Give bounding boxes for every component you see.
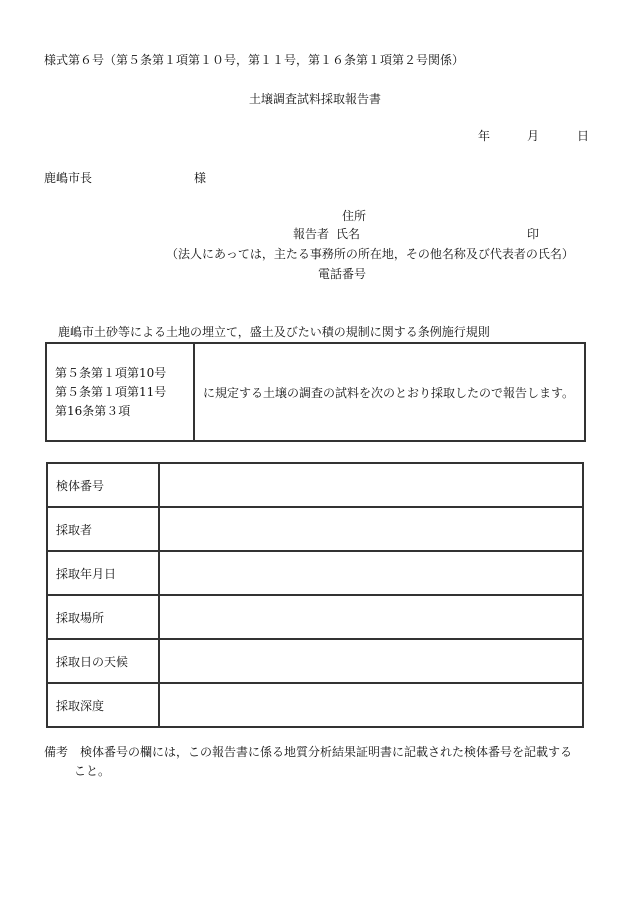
field-label: 採取年月日 xyxy=(47,551,159,595)
table-row xyxy=(47,463,583,507)
corporate-note: （法人にあっては，主たる事務所の所在地，その他名称及び代表者の氏名） xyxy=(166,247,574,261)
seal-mark: 印 xyxy=(527,227,540,241)
field-label: 採取者 xyxy=(47,507,159,551)
name-label: 氏名 xyxy=(336,227,361,241)
table-row xyxy=(47,595,583,639)
date-day-label: 日 xyxy=(577,129,590,143)
field-label: 採取日の天候 xyxy=(47,639,159,683)
field-label: 検体番号 xyxy=(47,463,159,507)
phone-label: 電話番号 xyxy=(318,267,367,281)
date-year-label: 年 xyxy=(478,129,491,143)
reporter-label: 報告者 xyxy=(293,227,330,241)
remarks-line-2: こと。 xyxy=(74,764,111,778)
clause-line: 第５条第１項第10号 xyxy=(55,365,167,380)
sample-info-table xyxy=(46,462,584,728)
reference-box xyxy=(45,342,586,442)
form-number: 様式第６号（第５条第１項第１０号，第１１号，第１６条第１項第２号関係） xyxy=(44,53,465,67)
document-title: 土壌調査試料採取報告書 xyxy=(248,92,381,106)
collection-location-field[interactable] xyxy=(159,595,583,639)
weather-field[interactable] xyxy=(159,639,583,683)
table-row xyxy=(47,683,583,727)
clause-line: 第16条第３項 xyxy=(55,403,131,418)
collection-date-field[interactable] xyxy=(159,551,583,595)
collection-depth-field[interactable] xyxy=(159,683,583,727)
remarks-line-1: 備考 検体番号の欄には，この報告書に係る地質分析結果証明書に記載された検体番号を記載する xyxy=(44,745,573,759)
clause-line: 第５条第１項第11号 xyxy=(55,384,167,399)
sample-number-field[interactable] xyxy=(159,463,583,507)
field-label: 採取場所 xyxy=(47,595,159,639)
reference-clauses xyxy=(46,343,194,441)
table-row xyxy=(47,639,583,683)
regulation-title: 鹿嶋市土砂等による土地の埋立て，盛土及びたい積の規制に関する条例施行規則 xyxy=(58,325,490,339)
table-row xyxy=(47,507,583,551)
table-row xyxy=(47,551,583,595)
date-month-label: 月 xyxy=(527,129,540,143)
collector-field[interactable] xyxy=(159,507,583,551)
address-label: 住所 xyxy=(342,209,367,223)
field-label: 採取深度 xyxy=(47,683,159,727)
honorific: 様 xyxy=(194,171,207,185)
reference-text: に規定する土壌の調査の試料を次のとおり採取したので報告します。 xyxy=(194,343,585,441)
addressee: 鹿嶋市長 xyxy=(44,171,93,185)
